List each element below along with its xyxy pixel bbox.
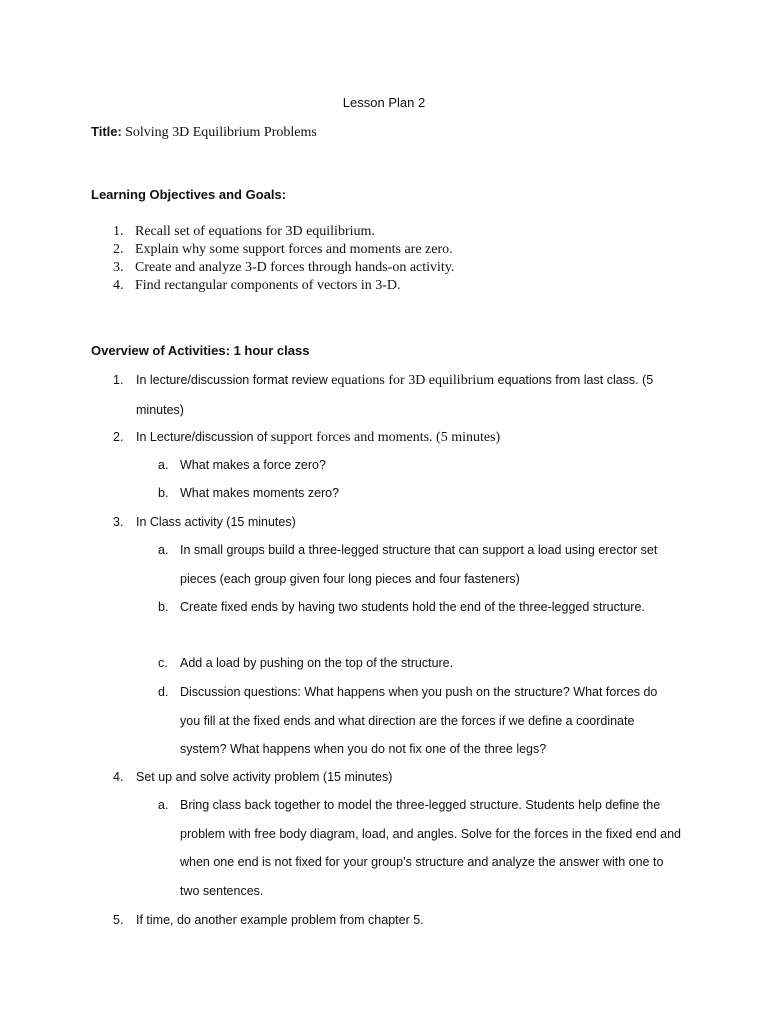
objective-number: 2. — [113, 242, 124, 257]
sub-number: d. — [158, 685, 169, 699]
objectives-heading: Learning Objectives and Goals: — [91, 187, 287, 202]
sub-text: What makes moments zero? — [180, 486, 340, 500]
sub-text: Add a load by pushing on the top of the structure. — [180, 656, 454, 670]
objective-number: 4. — [113, 278, 124, 293]
overview-heading: Overview of Activities: 1 hour class — [91, 343, 310, 358]
objective-item — [113, 223, 454, 241]
activity-text — [136, 423, 661, 453]
activity-number: 2. — [113, 430, 124, 444]
objective-item — [113, 241, 454, 259]
objective-item — [113, 259, 454, 277]
title-label: Title: — [91, 124, 122, 139]
sub-text: Bring class back together to model the three-legged structure. Students help define the problem with free body diagram, load, and angles. Solve for the forces in the fixed end and when one end is not fixed for your group’s structure and analyze the answer with one to two sentences. — [180, 798, 681, 898]
document-heading: Lesson Plan 2 — [342, 95, 426, 110]
activity-text-serif: support forces and moments. (5 minutes) — [270, 430, 501, 445]
objective-text: Create and analyze 3-D forces through hands-on activity. — [135, 260, 455, 275]
sub-text: Create fixed ends by having two students hold the end of the three-legged structure. — [180, 600, 645, 614]
sub-number: c. — [158, 656, 168, 670]
activity-number: 4. — [113, 770, 124, 784]
sub-number: a. — [158, 798, 169, 812]
activity-number: 5. — [113, 913, 124, 927]
sub-number: a. — [158, 458, 169, 472]
activity-number: 3. — [113, 515, 124, 529]
sub-number: b. — [158, 600, 169, 614]
activity-text: In Class activity (15 minutes) — [136, 515, 296, 529]
title-line — [91, 124, 317, 141]
sub-number: b. — [158, 486, 169, 500]
sub-text: In small groups build a three-legged structure that can support a load using erector set pieces (each group given four long pieces and four fasteners) — [180, 543, 658, 586]
objectives-list — [113, 223, 454, 295]
activity-text-part: In lecture/discussion format review — [136, 373, 332, 387]
objective-number: 3. — [113, 260, 124, 275]
objective-item — [113, 277, 454, 295]
activity-text — [136, 366, 661, 424]
title-value: Solving 3D Equilibrium Problems — [125, 125, 317, 140]
activity-number: 1. — [113, 373, 124, 387]
activity-text: If time, do another example problem from chapter 5. — [136, 913, 424, 927]
objective-text: Recall set of equations for 3D equilibrium. — [135, 224, 375, 239]
sub-text: What makes a force zero? — [180, 458, 326, 472]
activity-text-part: equations from last class. (5 minutes) — [136, 373, 654, 417]
activity-item — [113, 423, 673, 453]
objective-text: Find rectangular components of vectors in 3-D. — [135, 278, 401, 293]
sub-number: a. — [158, 543, 169, 557]
activity-text-part: In Lecture/discussion of — [136, 430, 271, 444]
objective-number: 1. — [113, 224, 124, 239]
activity-item — [113, 366, 673, 426]
activity-text-serif: equations for 3D equilibrium — [331, 373, 495, 388]
sub-text: Discussion questions: What happens when you push on the structure? What forces do you fill at the fixed ends and what direction are the forces if we define a coordinate system? What happens when you do not fix one of the three legs? — [180, 685, 658, 756]
objective-text: Explain why some support forces and moments are zero. — [135, 242, 453, 257]
activity-text: Set up and solve activity problem (15 minutes) — [136, 770, 393, 784]
